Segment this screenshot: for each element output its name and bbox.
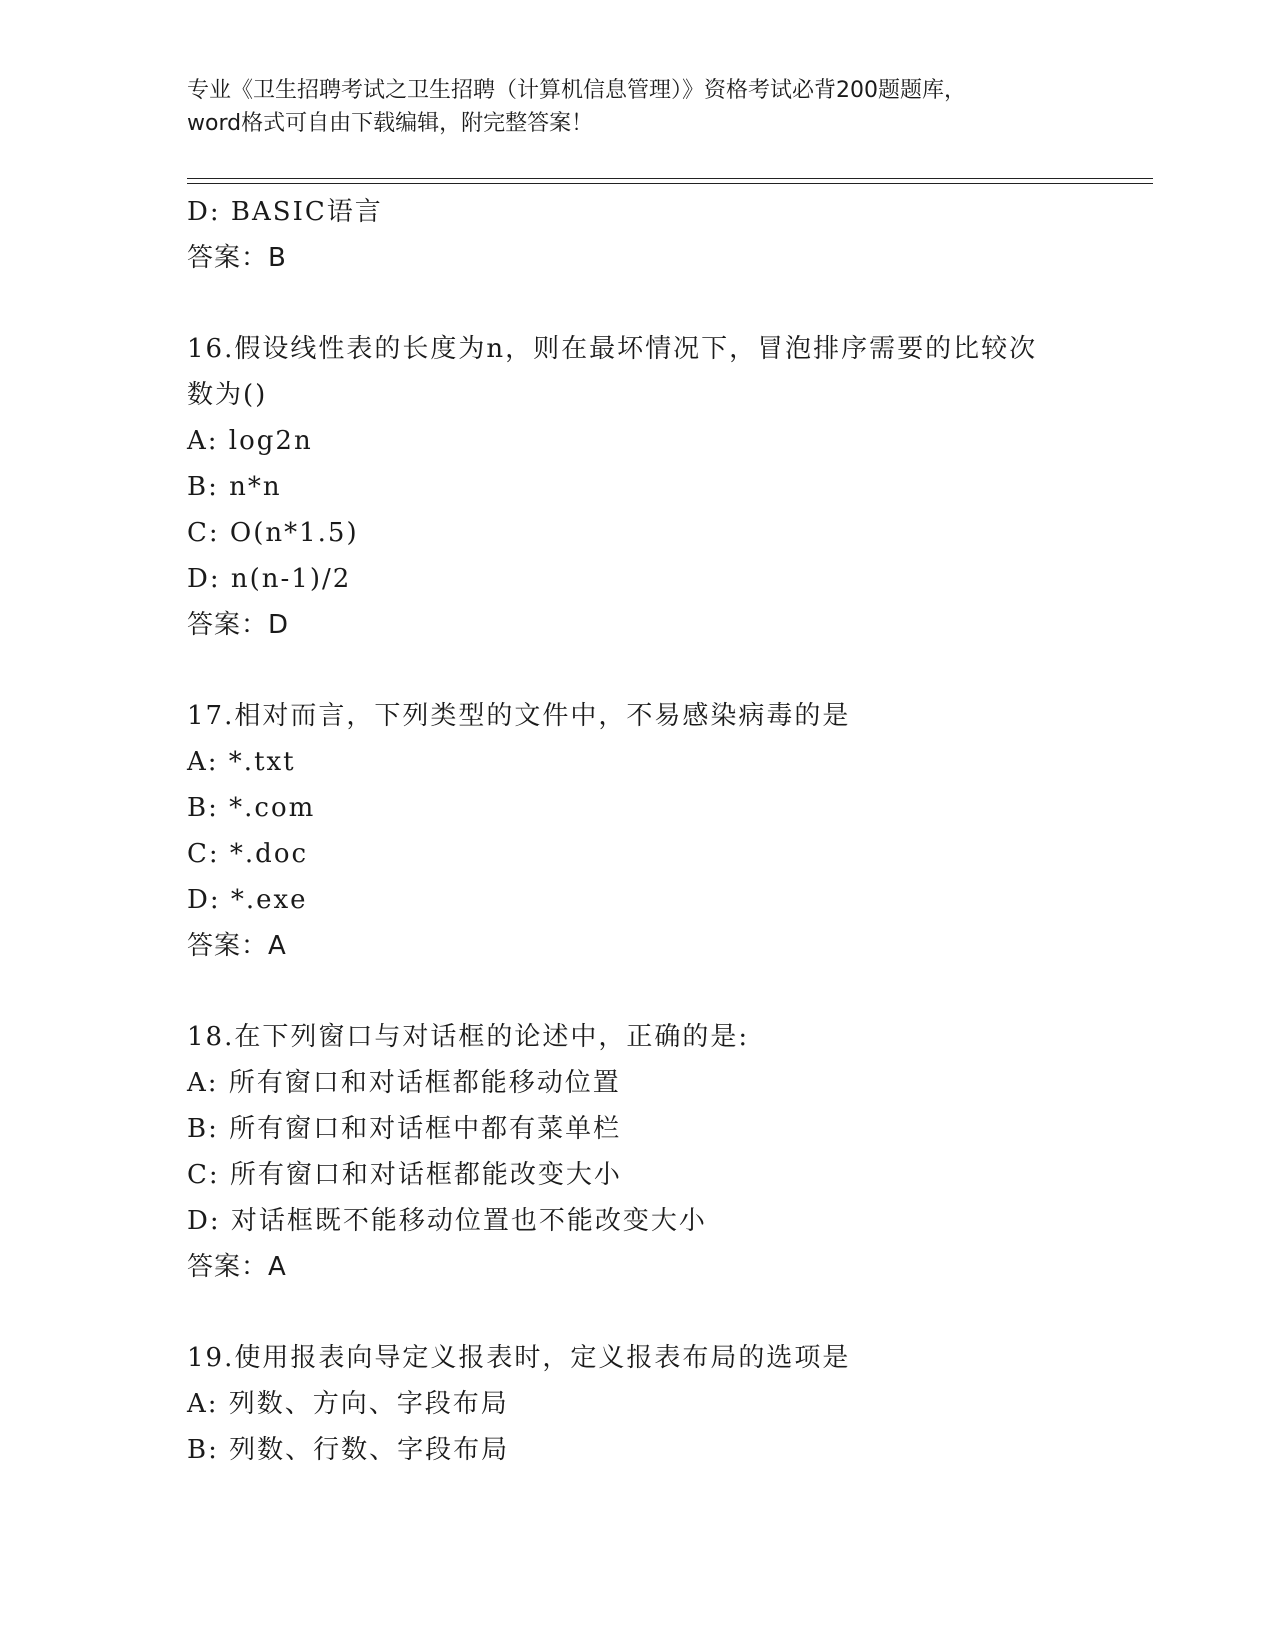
option-d: D: *.exe	[187, 885, 308, 915]
header-divider-top	[187, 178, 1153, 179]
option-b: B: n*n	[187, 472, 282, 502]
option-d: D: 对话框既不能移动位置也不能改变大小	[187, 1206, 707, 1236]
question-stem: 18.在下列窗口与对话框的论述中，正确的是:	[187, 1022, 750, 1052]
question-list	[187, 189, 1147, 1473]
question-stem-line-1: 16.假设线性表的长度为n，则在最坏情况下，冒泡排序需要的比较次	[187, 334, 1038, 364]
question-18	[187, 1014, 1147, 1290]
spacer	[187, 281, 1147, 326]
spacer	[187, 648, 1147, 693]
question-stem-line-2: 数为()	[187, 380, 268, 410]
document-header	[187, 74, 1087, 140]
option-b: B: 所有窗口和对话框中都有菜单栏	[187, 1114, 622, 1144]
option-c: C: 所有窗口和对话框都能改变大小	[187, 1160, 622, 1190]
option-b: B: 列数、行数、字段布局	[187, 1435, 510, 1465]
question-16	[187, 326, 1147, 648]
spacer	[187, 969, 1147, 1014]
question-15	[187, 189, 1147, 281]
question-17	[187, 693, 1147, 969]
option-c: C: O(n*1.5)	[187, 518, 359, 548]
option-b: B: *.com	[187, 793, 316, 823]
answer: 答案：D	[187, 610, 290, 640]
option-d: D: n(n-1)/2	[187, 564, 352, 594]
option-c: C: *.doc	[187, 839, 309, 869]
question-19	[187, 1335, 1147, 1473]
option-a: A: *.txt	[187, 747, 296, 777]
question-stem: 19.使用报表向导定义报表时，定义报表布局的选项是	[187, 1343, 851, 1373]
option-d: D: BASIC语言	[187, 197, 383, 227]
spacer	[187, 1290, 1147, 1335]
option-a: A: 所有窗口和对话框都能移动位置	[187, 1068, 621, 1098]
header-title-line-1: 专业《卫生招聘考试之卫生招聘（计算机信息管理）》资格考试必背200题题库，	[187, 78, 966, 103]
header-title-line-2: word格式可自由下载编辑，附完整答案！	[187, 111, 594, 136]
option-a: A: 列数、方向、字段布局	[187, 1389, 509, 1419]
answer: 答案：A	[187, 931, 287, 961]
option-a: A: log2n	[187, 426, 313, 456]
answer: 答案：A	[187, 1252, 287, 1282]
header-divider-bottom	[187, 183, 1153, 184]
answer: 答案：B	[187, 243, 287, 273]
question-stem: 17.相对而言，下列类型的文件中，不易感染病毒的是	[187, 701, 851, 731]
